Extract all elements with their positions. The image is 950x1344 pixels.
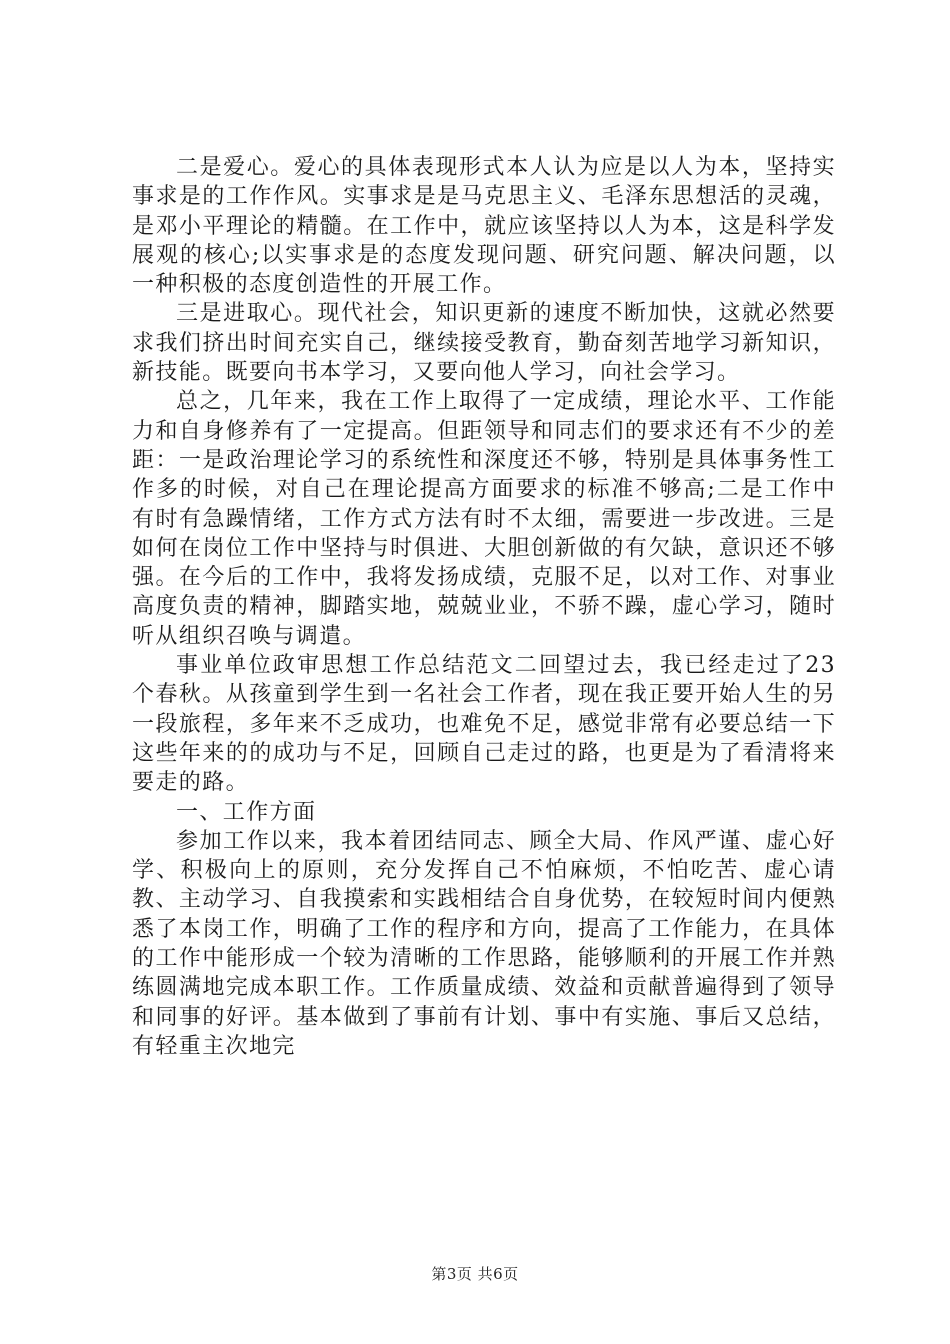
paragraph-love: 二是爱心。爱心的具体表现形式本人认为应是以人为本，坚持实事求是的工作作风。实事求是是马克思主义、毛泽东思想活的灵魂，是邓小平理论的精髓。在工作中，就应该坚持以人为本，这是科学发展观的核心;以实事求是的态度发现问题、研究问题、解决问题，以一种积极的态度创造性的开展工作。	[132, 155, 836, 298]
document-body	[132, 153, 836, 1061]
section-heading-work: 一、工作方面	[176, 799, 317, 825]
paragraph-work: 参加工作以来，我本着团结同志、顾全大局、作风严谨、虚心好学、积极向上的原则，充分发挥自己不怕麻烦，不怕吃苦、虚心请教、主动学习、自我摸索和实践相结合自身优势，在较短时间内便熟悉了本岗工作，明确了工作的程序和方向，提高了工作能力，在具体的工作中能形成一个较为清晰的工作思路，能够顺利的开展工作并熟练圆满地完成本职工作。工作质量成绩、效益和贡献普遍得到了领导和同事的好评。基本做到了事前有计划、事中有实施、事后又总结，有轻重主次地完	[132, 828, 836, 1059]
paragraph-ambition: 三是进取心。现代社会，知识更新的速度不断加快，这就必然要求我们挤出时间充实自己，继续接受教育，勤奋刻苦地学习新知识，新技能。既要向书本学习，又要向他人学习，向社会学习。	[132, 301, 836, 386]
page-number: 第3页 共6页	[431, 1265, 519, 1283]
paragraph-summary: 总之，几年来，我在工作上取得了一定成绩，理论水平、工作能力和自身修养有了一定提高。但距领导和同志们的要求还有不少的差距：一是政治理论学习的系统性和深度还不够，特别是具体事务性工作多的时候，对自己在理论提高方面要求的标准不够高;二是工作中有时有急躁情绪，工作方式方法有时不太细，需要进一步改进。三是如何在岗位工作中坚持与时俱进、大胆创新做的有欠缺，意识还不够强。在今后的工作中，我将发扬成绩，克服不足，以对工作、对事业高度负责的精神，脚踏实地，兢兢业业，不骄不躁，虚心学习，随时听从组织召唤与调遣。	[132, 389, 836, 649]
paragraph-sample-two-intro: 事业单位政审思想工作总结范文二回望过去，我已经走过了23个春秋。从孩童到学生到一名社会工作者，现在我正要开始人生的另一段旅程，多年来不乏成功，也难免不足，感觉非常有必要总结一下这些年来的的成功与不足，回顾自己走过的路，也更是为了看清将来要走的路。	[132, 653, 836, 796]
